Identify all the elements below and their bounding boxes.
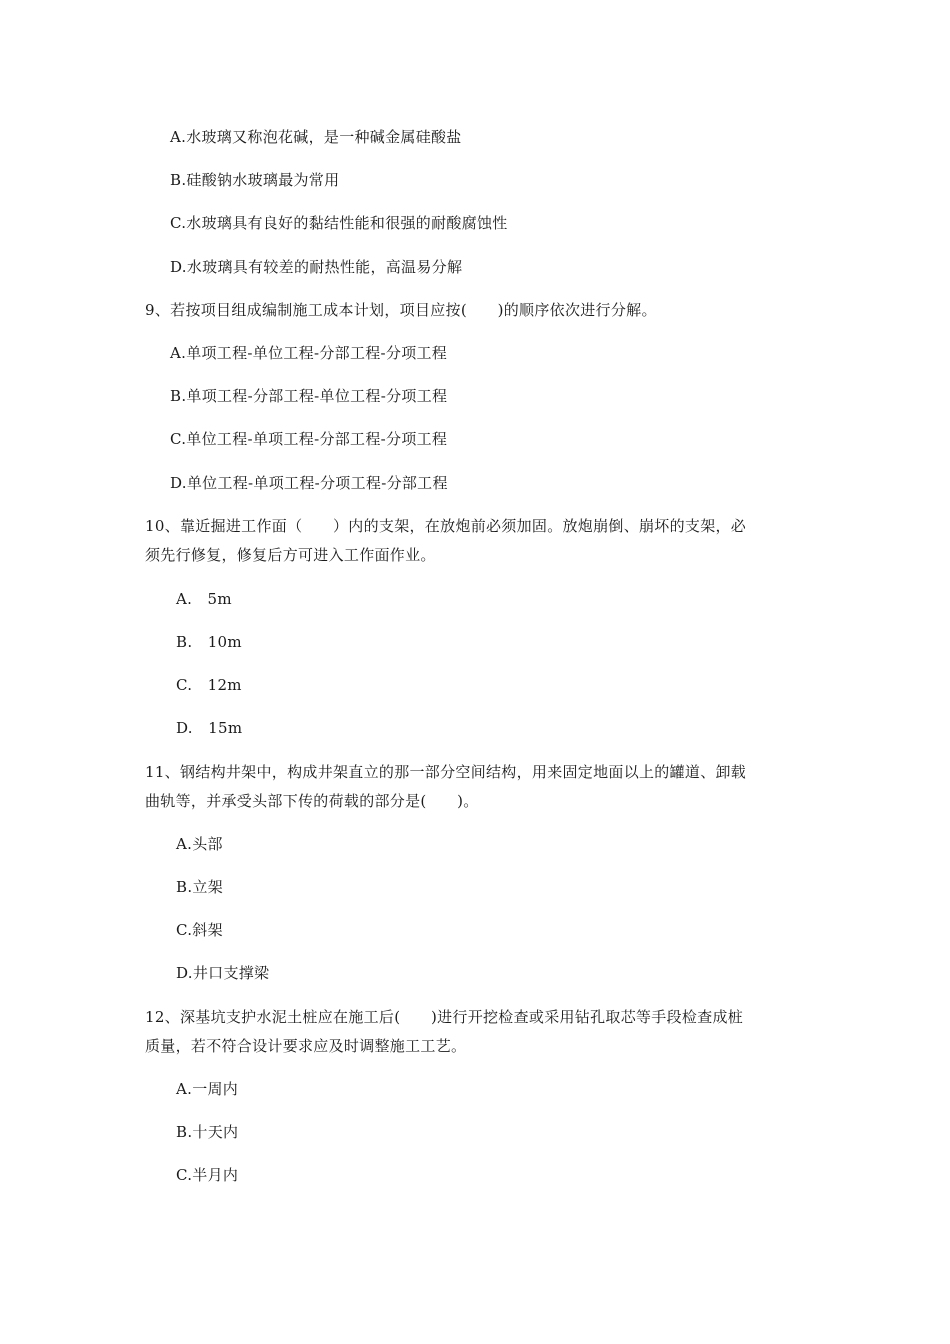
question-11-option-c: C.斜架 [176, 921, 223, 939]
question-10-stem-line1: 10、靠近掘进工作面（ ）内的支架，在放炮前必须加固。放炮崩倒、崩坏的支架，必 [145, 517, 747, 535]
question-11-option-a: A.头部 [176, 835, 223, 853]
question-10-option-d: D. 15m [176, 719, 243, 737]
question-9-option-c: C.单位工程-单项工程-分部工程-分项工程 [170, 430, 448, 448]
question-10-option-c: C. 12m [176, 676, 242, 694]
question-12-stem-line2: 质量，若不符合设计要求应及时调整施工工艺。 [145, 1037, 467, 1055]
question-11-option-d: D.井口支撑梁 [176, 964, 270, 982]
question-11-stem-line2: 曲轨等，并承受头部下传的荷载的部分是( )。 [145, 792, 479, 810]
prev-option-b: B.硅酸钠水玻璃最为常用 [170, 171, 340, 189]
question-9-option-d: D.单位工程-单项工程-分项工程-分部工程 [170, 474, 448, 492]
prev-option-a: A.水玻璃又称泡花碱，是一种碱金属硅酸盐 [170, 128, 462, 146]
question-9-option-a: A.单项工程-单位工程-分部工程-分项工程 [170, 344, 448, 362]
question-9-stem: 9、若按项目组成编制施工成本计划，项目应按( )的顺序依次进行分解。 [145, 301, 657, 319]
question-10-stem-line2: 须先行修复，修复后方可进入工作面作业。 [145, 546, 436, 564]
question-12-option-b: B.十天内 [176, 1123, 239, 1141]
question-10-option-a: A. 5m [176, 590, 232, 608]
prev-option-d: D.水玻璃具有较差的耐热性能，高温易分解 [170, 258, 463, 276]
prev-option-c: C.水玻璃具有良好的黏结性能和很强的耐酸腐蚀性 [170, 214, 508, 232]
question-12-option-c: C.半月内 [176, 1166, 239, 1184]
question-12-option-a: A.一周内 [176, 1080, 239, 1098]
question-10-option-b: B. 10m [176, 633, 242, 651]
question-12-stem-line1: 12、深基坑支护水泥土桩应在施工后( )进行开挖检查或采用钻孔取芯等手段检查成桩 [145, 1008, 744, 1026]
question-11-option-b: B.立架 [176, 878, 223, 896]
question-11-stem-line1: 11、钢结构井架中，构成井架直立的那一部分空间结构，用来固定地面以上的罐道、卸载 [145, 763, 747, 781]
question-9-option-b: B.单项工程-分部工程-单位工程-分项工程 [170, 387, 448, 405]
